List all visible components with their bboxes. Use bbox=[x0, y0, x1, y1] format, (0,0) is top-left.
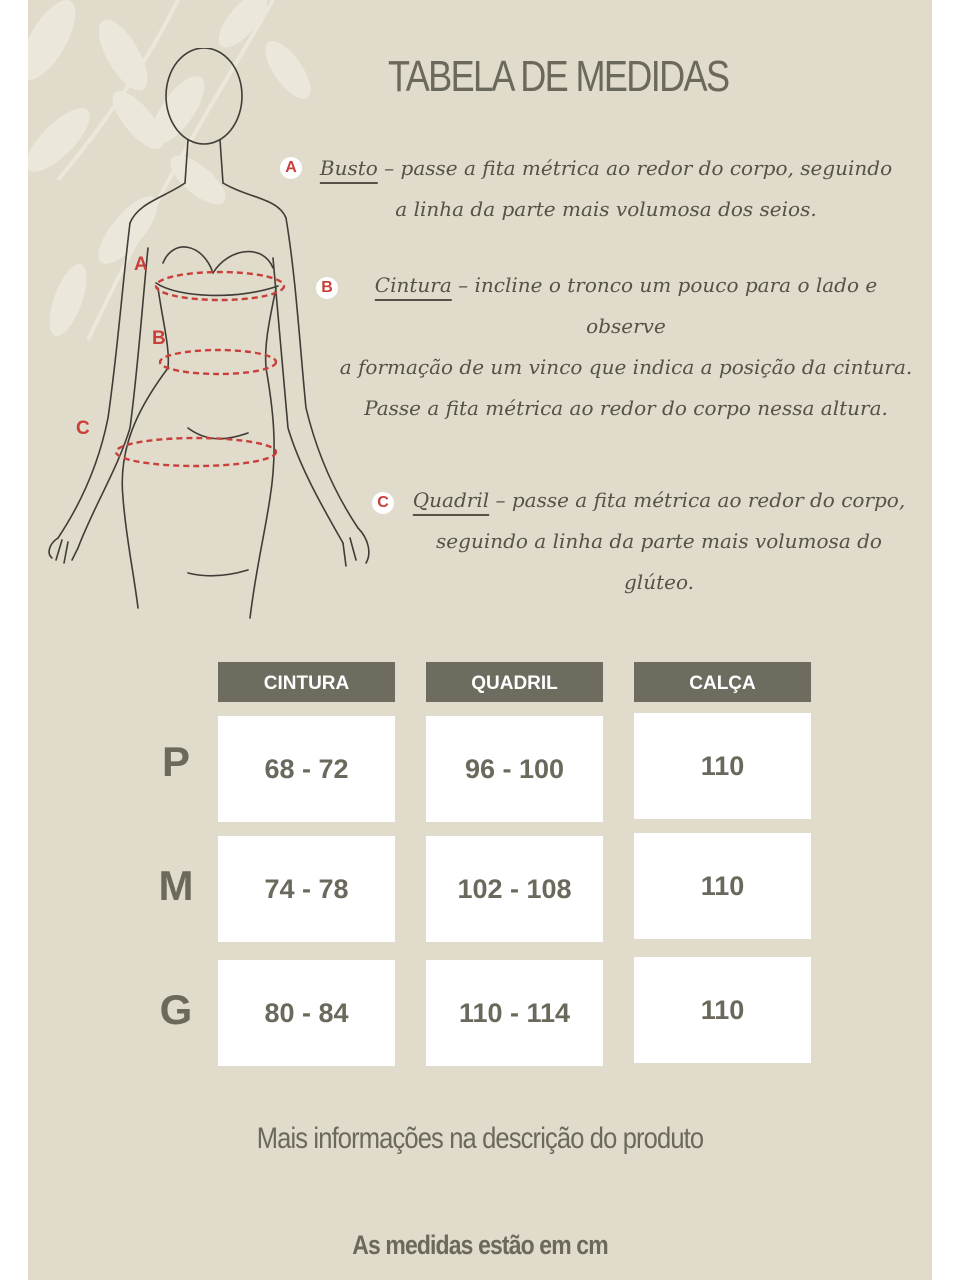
size-label-p: P bbox=[161, 738, 190, 785]
busto-line-1: – passe a fita métrica ao redor do corpo, seguindo bbox=[377, 156, 893, 180]
term-busto: Busto bbox=[319, 156, 378, 180]
figure-label-c: C bbox=[76, 418, 90, 439]
cintura-line-3: a formação de um vinco que indica a posição da cintura. bbox=[339, 355, 913, 379]
cell-m-cintura: 74 - 78 bbox=[218, 836, 395, 942]
badge-a: A bbox=[280, 157, 302, 179]
measurement-quadril bbox=[394, 480, 924, 603]
header-cintura: CINTURA bbox=[218, 662, 395, 702]
page-title: TABELA DE MEDIDAS bbox=[388, 52, 729, 101]
measurement-cintura bbox=[328, 265, 924, 429]
badge-b: B bbox=[316, 277, 338, 299]
busto-line-2: a linha da parte mais volumosa dos seios. bbox=[395, 197, 817, 221]
figure-label-a: A bbox=[134, 254, 148, 275]
size-label-g: G bbox=[159, 986, 193, 1033]
cell-g-cintura: 80 - 84 bbox=[218, 960, 395, 1066]
cell-p-calca: 110 bbox=[634, 713, 811, 819]
size-label-m: M bbox=[158, 862, 194, 909]
cell-m-quadril: 102 - 108 bbox=[426, 836, 603, 942]
term-cintura: Cintura bbox=[374, 273, 452, 297]
badge-c: C bbox=[372, 492, 394, 514]
cintura-line-1: – incline o tronco um pouco para o lado e bbox=[451, 273, 878, 297]
measurement-busto bbox=[304, 148, 908, 230]
cell-g-calca: 110 bbox=[634, 957, 811, 1063]
quadril-line-1: – passe a fita métrica ao redor do corpo, bbox=[489, 488, 906, 512]
term-quadril: Quadril bbox=[412, 488, 490, 512]
cell-m-calca: 110 bbox=[634, 833, 811, 939]
cintura-line-2: observe bbox=[586, 314, 666, 338]
quadril-line-2: seguindo a linha da parte mais volumosa do bbox=[436, 529, 882, 553]
figure-label-b: B bbox=[152, 328, 166, 349]
cell-g-quadril: 110 - 114 bbox=[426, 960, 603, 1066]
units-note: As medidas estão em cm bbox=[352, 1230, 608, 1260]
size-chart-panel bbox=[28, 0, 932, 1280]
cintura-line-4: Passe a fita métrica ao redor do corpo nessa altura. bbox=[364, 396, 888, 420]
cell-p-quadril: 96 - 100 bbox=[426, 716, 603, 822]
more-info-text: Mais informações na descrição do produto bbox=[256, 1122, 704, 1155]
header-quadril: QUADRIL bbox=[426, 662, 603, 702]
header-calca: CALÇA bbox=[634, 662, 811, 702]
cell-p-cintura: 68 - 72 bbox=[218, 716, 395, 822]
quadril-line-3: glúteo. bbox=[624, 570, 694, 594]
